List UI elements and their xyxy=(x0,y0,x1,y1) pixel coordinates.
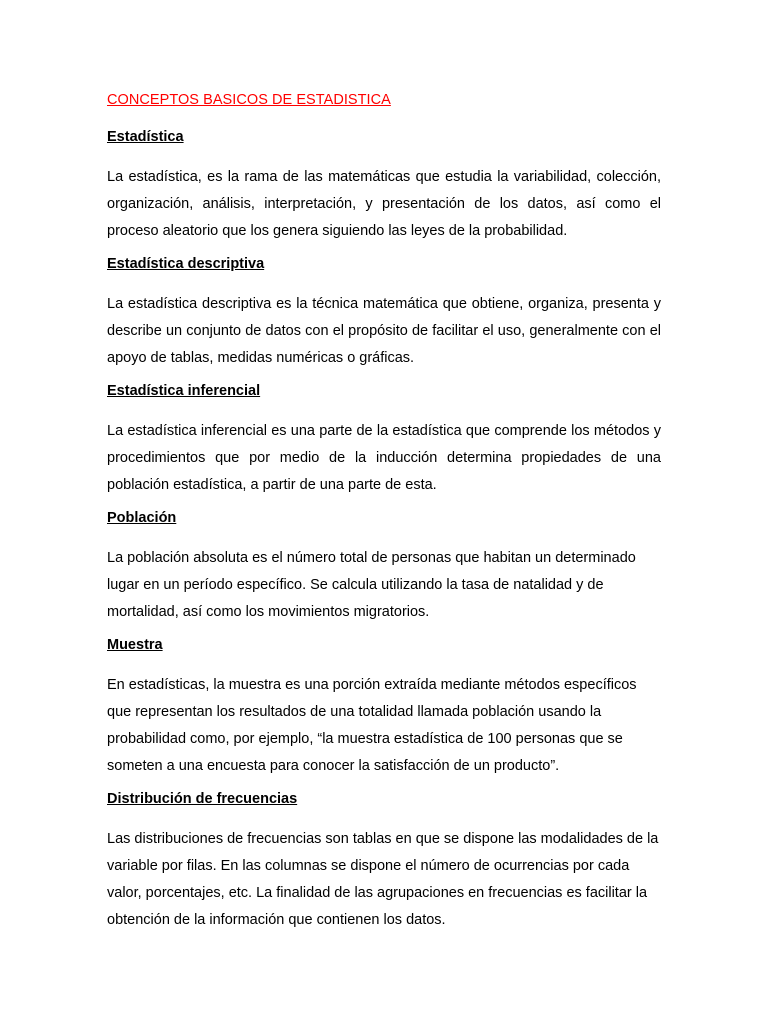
paragraph-estadistica-inferencial: La estadística inferencial es una parte de la estadística que comprende los métodos y procedimientos que por medio de la inducción determina propiedades de una población estadística, a partir de una parte de esta. xyxy=(107,423,661,493)
heading-muestra: Muestra xyxy=(107,637,163,653)
heading-estadistica: Estadística xyxy=(107,129,184,145)
heading-estadistica-descriptiva: Estadística descriptiva xyxy=(107,256,265,272)
heading-distribucion-de-frecuencias: Distribución de frecuencias xyxy=(107,791,298,807)
document-title: CONCEPTOS BASICOS DE ESTADISTICA xyxy=(107,92,391,108)
heading-poblacion: Población xyxy=(107,510,177,526)
paragraph-estadistica: La estadística, es la rama de las matemáticas que estudia la variabilidad, colección, organización, análisis, interpretación, y presentación de los datos, así como el proceso aleatorio que los genera siguiendo las leyes de la probabilidad. xyxy=(107,169,661,239)
paragraph-distribucion-de-frecuencias: Las distribuciones de frecuencias son tablas en que se dispone las modalidades de la variable por filas. En las columnas se dispone el número de ocurrencias por cada valor, porcentajes, etc. La finalidad de las agrupaciones en frecuencias es facilitar la obtención de la información que contienen los datos. xyxy=(107,831,659,928)
heading-estadistica-inferencial: Estadística inferencial xyxy=(107,383,261,399)
document-content xyxy=(107,90,661,943)
paragraph-muestra: En estadísticas, la muestra es una porción extraída mediante métodos específicos que representan los resultados de una totalidad llamada población usando la probabilidad como, por ejemplo, “la muestra estadística de 100 personas que se someten a una encuesta para conocer la satisfacción de un producto”. xyxy=(107,677,637,774)
paragraph-poblacion: La población absoluta es el número total de personas que habitan un determinado lugar en un período específico. Se calcula utilizando la tasa de natalidad y de mortalidad, así como los movimientos migratorios. xyxy=(107,550,636,620)
paragraph-estadistica-descriptiva: La estadística descriptiva es la técnica matemática que obtiene, organiza, presenta y describe un conjunto de datos con el propósito de facilitar el uso, generalmente con el apoyo de tablas, medidas numéricas o gráficas. xyxy=(107,296,661,366)
